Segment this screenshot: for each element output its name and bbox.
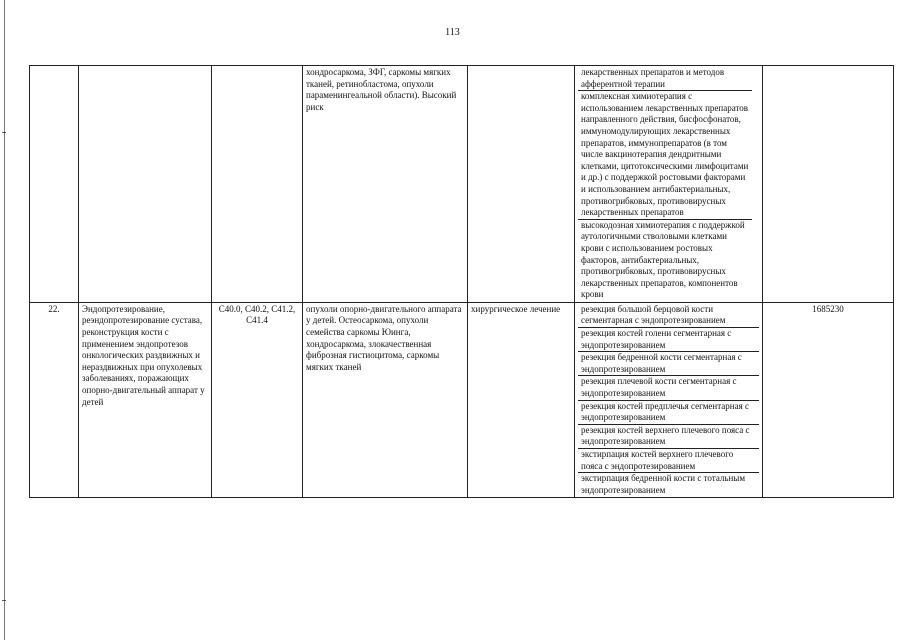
page-number: 113 bbox=[445, 27, 460, 38]
method-item: экстирпация бедренной кости с тотальным эндопротезированием bbox=[578, 472, 759, 496]
treatment-methods-cell bbox=[575, 66, 763, 303]
method-item: комплексная химиотерапия с использованием лекарственных препаратов направленного действия, бисфосфонатов, иммуномодулирующих лекарственных препаратов, иммунопрепаратов (в том числе вакцинотерапия дендритными клетками, цитотоксическими лимфоцитами и др.) с поддержкой ростовыми факторами и использованием антибактериальных, противогрибковых, противовирусных лекарственных препаратов bbox=[578, 90, 752, 219]
price-cell bbox=[763, 66, 894, 303]
procedure-name-cell bbox=[79, 66, 212, 303]
icd-codes-cell: C40.0, C40.2, C41.2, C41.4 bbox=[212, 302, 303, 498]
hmp-table bbox=[29, 65, 894, 498]
page-edge-line bbox=[4, 0, 5, 640]
page-edge-tick bbox=[2, 132, 6, 133]
method-item: лекарственных препаратов и методов афферентной терапии bbox=[581, 67, 725, 89]
patient-model-cell: хондросаркома, ЗФГ, саркомы мягких тканей, ретинобластома, опухоли параменингеальной области). Высокий риск bbox=[303, 66, 468, 303]
method-item: резекция бедренной кости сегментарная с эндопротезированием bbox=[578, 351, 759, 375]
treatment-type-cell: хирургическое лечение bbox=[468, 302, 575, 498]
method-item: резекция костей голени сегментарная с эндопротезированием bbox=[578, 327, 759, 351]
method-item: резекция костей предплечья сегментарная с эндопротезированием bbox=[578, 400, 759, 424]
patient-model-cell: опухоли опорно-двигательного аппарата у детей. Остеосаркома, опухоли семейства саркомы Юинга, хондросаркома, злокачественная фиброзная гистиоцитома, саркомы мягких тканей bbox=[303, 302, 468, 498]
row-number-cell bbox=[30, 66, 79, 303]
icd-codes-cell bbox=[212, 66, 303, 303]
method-item: резекция плечевой кости сегментарная с эндопротезированием bbox=[578, 375, 759, 399]
table-row bbox=[30, 302, 894, 498]
row-number-cell: 22. bbox=[30, 302, 79, 498]
page-edge-tick bbox=[2, 600, 6, 601]
method-item: экстирпация костей верхнего плечевого пояса с эндопротезированием bbox=[578, 448, 759, 472]
price-cell: 1685230 bbox=[763, 302, 894, 498]
table-row bbox=[30, 66, 894, 303]
method-item: высокодозная химиотерапия с поддержкой аутологичными стволовыми клетками крови с использованием ростовых факторов, антибактериальных, противогрибковых, противовирусных лекарственных препаратов, компонентов крови bbox=[578, 219, 752, 301]
treatment-methods-cell bbox=[575, 302, 763, 498]
procedure-name-cell: Эндопротезирование, реэндопротезирование сустава, реконструкция кости с применением эндопротезов онкологических раздвижных и нераздвижных при опухолевых заболеваниях, поражающих опорно-двигательный аппарат у детей bbox=[79, 302, 212, 498]
method-item: резекция большой берцовой кости сегментарная с эндопротезированием bbox=[581, 303, 726, 326]
method-item: резекция костей верхнего плечевого пояса с эндопротезированием bbox=[578, 424, 759, 448]
treatment-type-cell bbox=[468, 66, 575, 303]
